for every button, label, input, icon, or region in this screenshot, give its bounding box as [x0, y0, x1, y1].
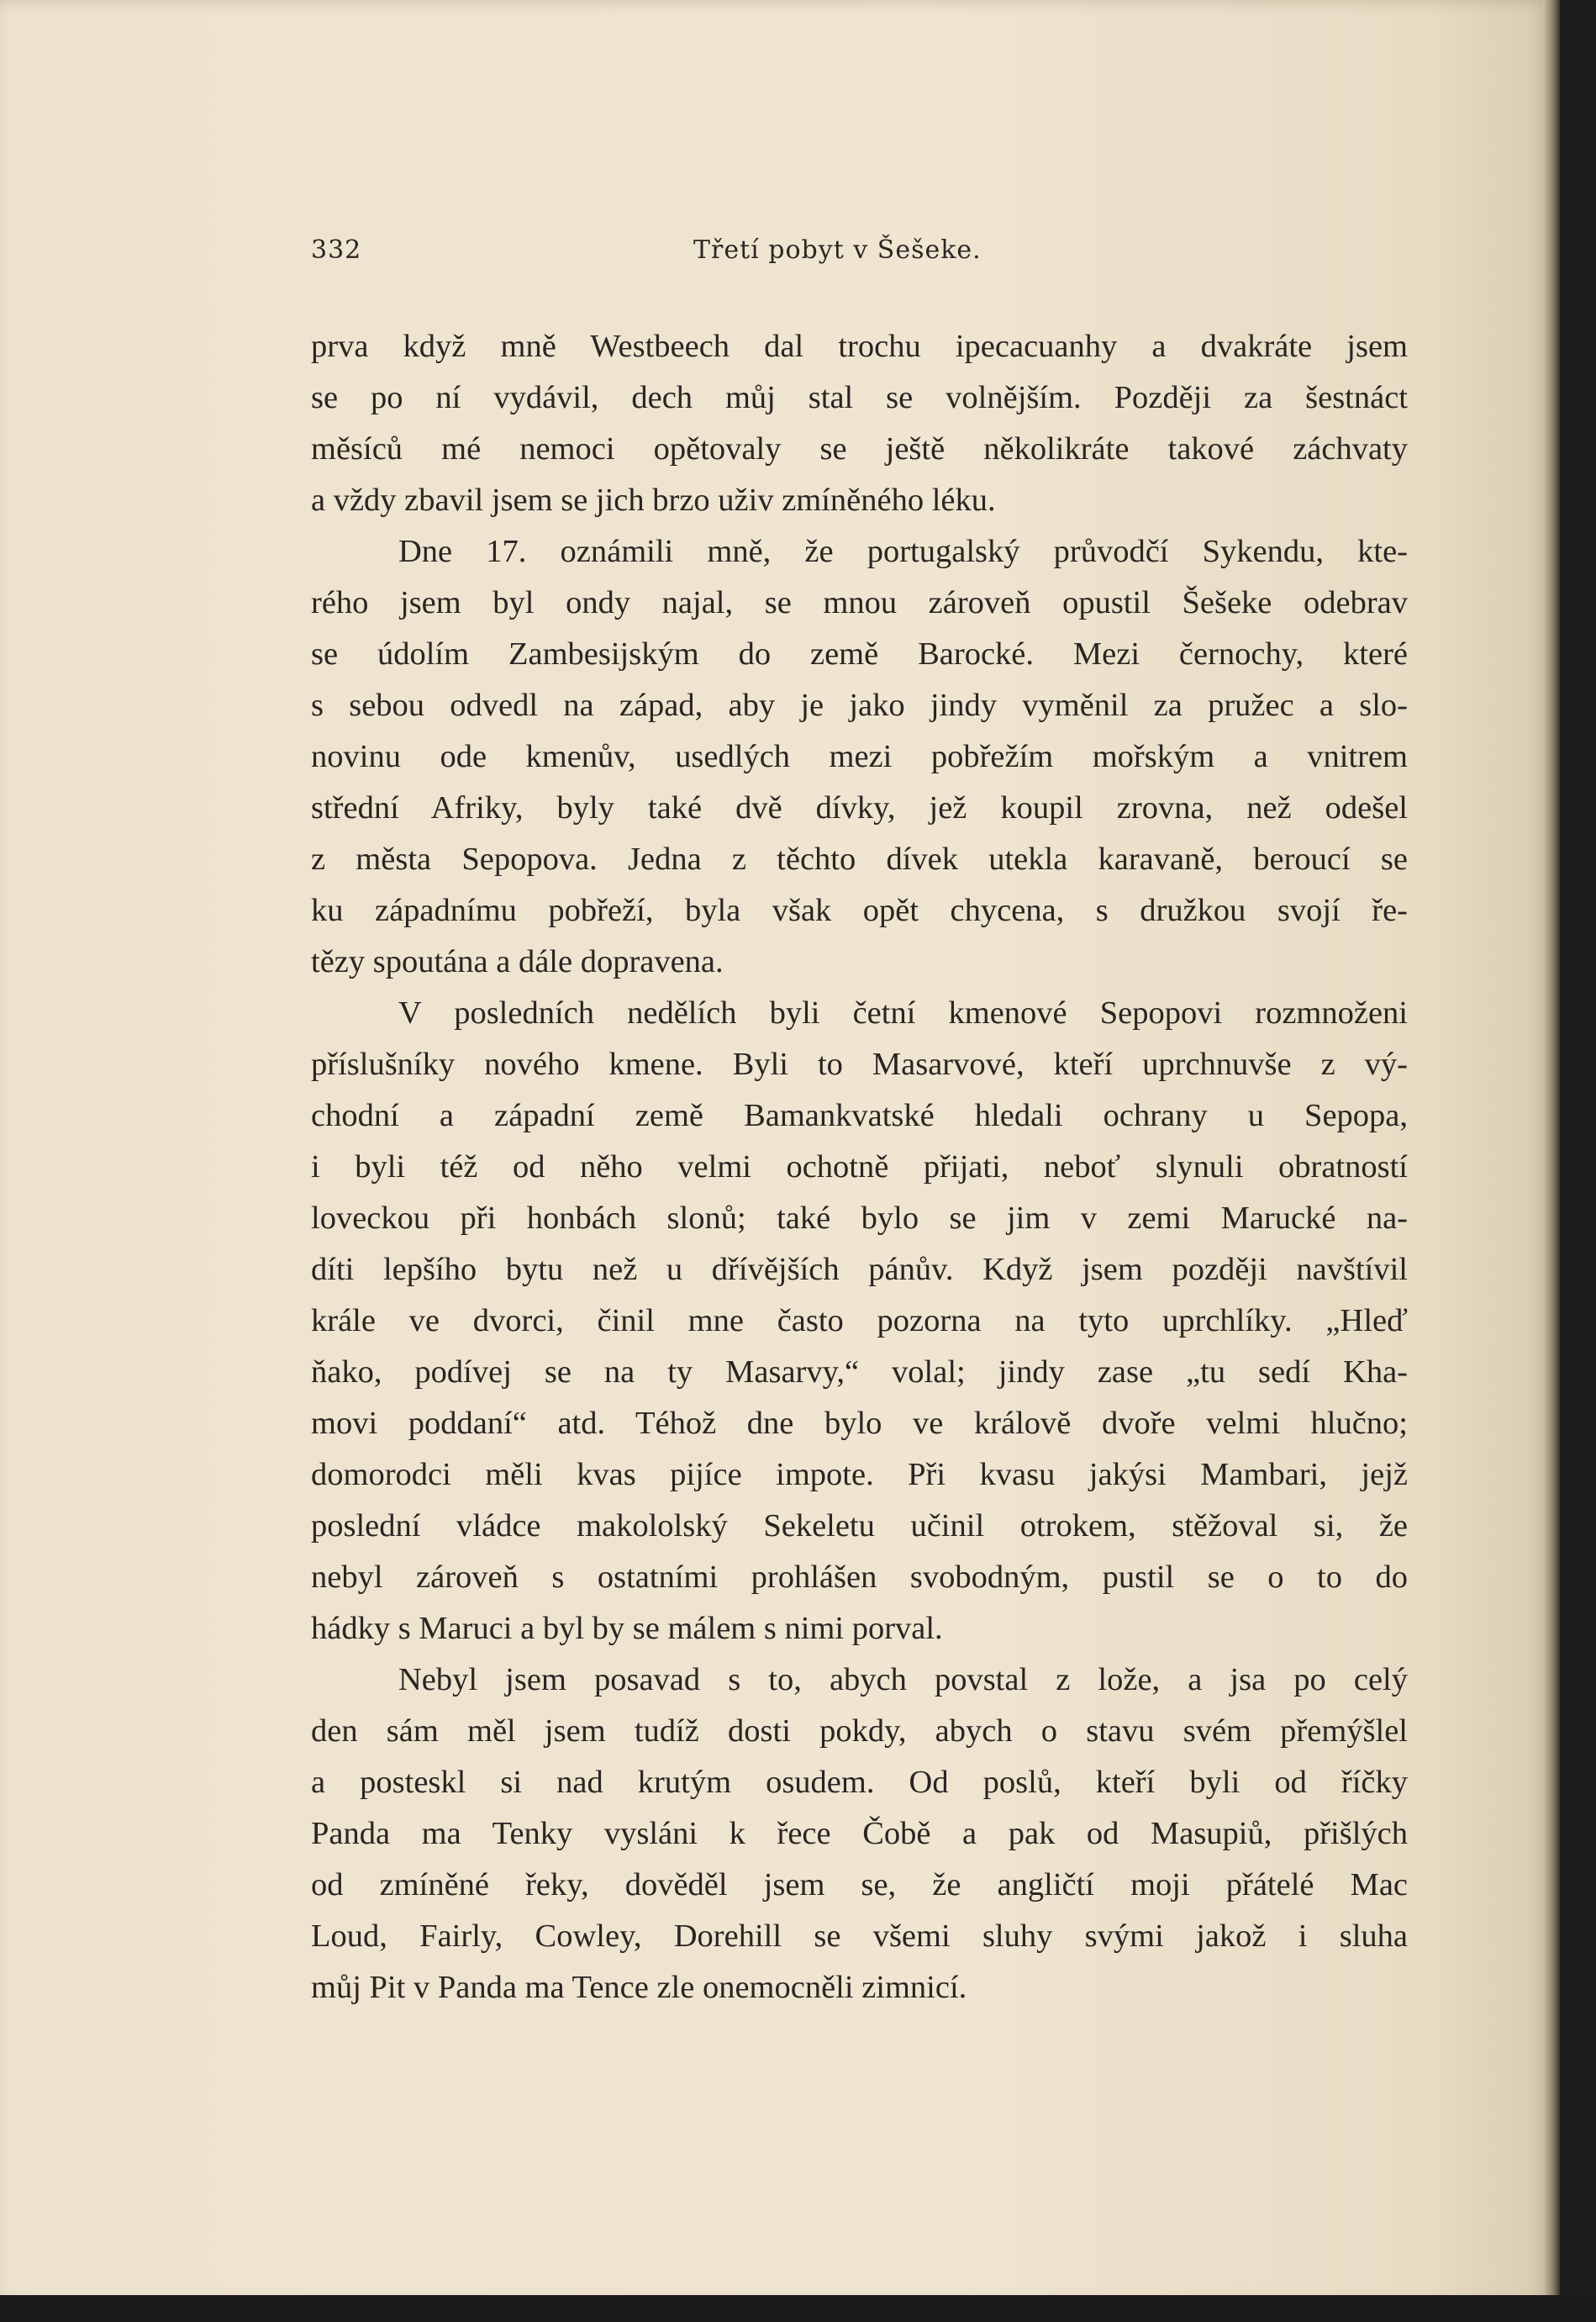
scan-bottom-edge: [0, 2295, 1596, 2322]
text-line: movi poddaní“ atd. Téhož dne bylo ve královĕ dvoře velmi hlučno;: [311, 1406, 1408, 1441]
text-line: poslední vládce makololský Sekeletu učinil otrokem, stěžoval si, že: [311, 1508, 1408, 1544]
text-line: Loud, Fairly, Cowley, Dorehill se všemi sluhy svými jakož i sluha: [311, 1918, 1408, 1954]
text-line: novinu ode kmenův, usedlých mezi pobřežím mořským a vnitrem: [311, 739, 1408, 774]
text-line: chodní a západní země Bamankvatské hledali ochrany u Sepopa,: [311, 1098, 1408, 1133]
text-line: ňako, podívej se na ty Masarvy,“ volal; jindy zase „tu sedí Kha-: [311, 1354, 1408, 1390]
text-line: prva když mně Westbeech dal trochu ipecacuanhy a dvakráte jsem: [311, 329, 1408, 364]
text-line: příslušníky nového kmene. Byli to Masarvové, kteří uprchnuvše z vý-: [311, 1047, 1408, 1082]
text-line: loveckou při honbách slonů; také bylo se jim v zemi Marucké na-: [311, 1201, 1408, 1236]
text-line: z města Sepopova. Jedna z těchto dívek utekla karavaně, beroucí se: [311, 842, 1408, 877]
paragraph-start-line: Nebyl jsem posavad s to, abych povstal z lože, a jsa po celý: [398, 1662, 1408, 1697]
text-line: den sám měl jsem tudíž dosti pokdy, abych o stavu svém přemýšlel: [311, 1713, 1408, 1749]
text-line: díti lepšího bytu než u dřívějších pánův. Když jsem později navštívil: [311, 1252, 1408, 1287]
text-line: nebyl zároveň s ostatními prohlášen svobodným, pustil se o to do: [311, 1559, 1408, 1595]
text-line: můj Pit v Panda ma Tence zle onemocněli zimnicí.: [311, 1970, 967, 2005]
text-line: ku západnímu pobřeží, byla však opět chycena, s družkou svojí ře-: [311, 893, 1408, 928]
text-line: krále ve dvorci, činil mne často pozorna na tyto uprchlíky. „Hleď: [311, 1303, 1408, 1338]
text-line: domorodci měli kvas pijíce impote. Při kvasu jakýsi Mambari, jejž: [311, 1457, 1408, 1492]
text-line: i byli též od něho velmi ochotně přijati, neboť slynuli obratností: [311, 1149, 1408, 1185]
text-line: střední Afriky, byly také dvě dívky, jež koupil zrovna, než odešel: [311, 790, 1408, 826]
text-line: měsíců mé nemoci opětovaly se ještě několikráte takové záchvaty: [311, 431, 1408, 467]
text-line: a posteskl si nad krutým osudem. Od poslů, kteří byli od říčky: [311, 1765, 1408, 1800]
text-line: od zmíněné řeky, dověděl jsem se, že angličtí moji přátelé Mac: [311, 1867, 1408, 1902]
body-text: [311, 321, 1408, 2013]
text-line: a vždy zbavil jsem se jich brzo uživ zmíněného léku.: [311, 483, 996, 518]
text-line: Panda ma Tenky vysláni k řece Čobě a pak od Masupiů, přišlých: [311, 1816, 1408, 1851]
text-line: hádky s Maruci a byl by se málem s nimi porval.: [311, 1611, 943, 1646]
running-head: [311, 235, 1395, 272]
text-line: rého jsem byl ondy najal, se mnou zároveň opustil Šešeke odebrav: [311, 585, 1408, 620]
text-line: se údolím Zambesijským do země Barocké. Mezi černochy, které: [311, 636, 1408, 672]
text-line: s sebou odvedl na západ, aby je jako jindy vyměnil za pružec a slo-: [311, 688, 1408, 723]
running-head-title: Třetí pobyt v Šešeke.: [693, 235, 982, 265]
text-line: se po ní vydávil, dech můj stal se volnějším. Později za šestnáct: [311, 380, 1408, 415]
page-number: 332: [311, 235, 362, 265]
paragraph-start-line: Dne 17. oznámili mně, že portugalský průvodčí Sykendu, kte-: [398, 534, 1408, 569]
text-line: tězy spoutána a dále dopravena.: [311, 944, 724, 979]
paragraph-start-line: V posledních nedělích byli četní kmenové Sepopovi rozmnoženi: [398, 995, 1408, 1031]
book-gutter: [1543, 0, 1560, 2304]
